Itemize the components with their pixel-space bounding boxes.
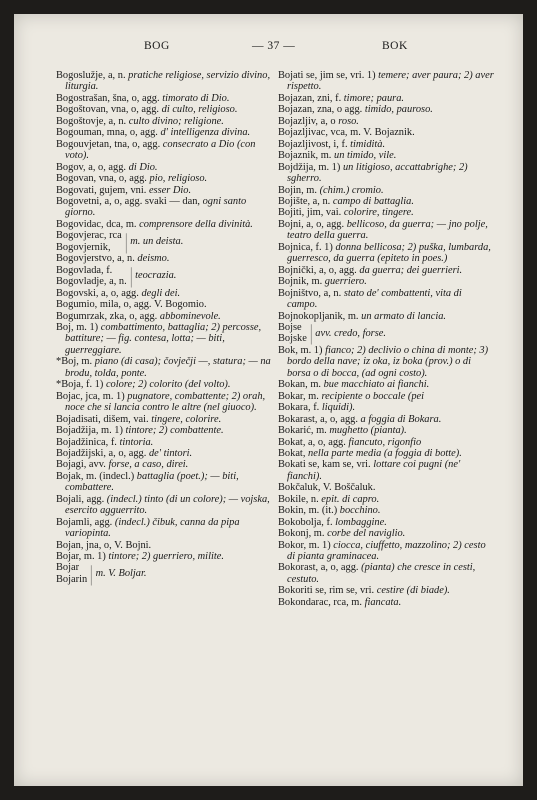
- entry-headword: Bokara, f.: [278, 402, 322, 414]
- entry-definition: guerriero.: [324, 276, 367, 288]
- dictionary-page: [14, 14, 523, 786]
- entry-definition: (indecl.) čibuk, canna da pipa variopinta.: [65, 516, 240, 540]
- dictionary-entry: [278, 288, 494, 311]
- dictionary-entry: [56, 185, 272, 196]
- entry-definition: liquidi).: [321, 402, 356, 414]
- dictionary-entry: [56, 540, 272, 551]
- entry-headword: Bokarast, a, o, agg.: [278, 413, 361, 425]
- entry-headword: Bojazan, zna, o agg.: [278, 104, 365, 116]
- entry-definition: comprensore della divinità.: [139, 218, 253, 230]
- entry-headword: Bogovladje, a, n.: [56, 276, 127, 288]
- dictionary-entry: [56, 104, 272, 115]
- dictionary-entry: [56, 379, 272, 390]
- entry-headword: Bojnokopljanik, m.: [278, 310, 362, 322]
- entry-headword: Bokčaluk, V. Boščaluk.: [278, 482, 376, 494]
- entry-headword: Bokat,: [278, 447, 309, 459]
- entry-headword: Bojar: [56, 562, 80, 574]
- entry-definition: roso.: [338, 115, 359, 127]
- dictionary-entry: [278, 93, 494, 104]
- entry-headword: Bojarin: [56, 573, 88, 585]
- entry-definition: a foggia di Bokara.: [360, 413, 442, 425]
- entry-definition: corbe del naviglio.: [327, 528, 406, 540]
- entry-headword: Bogumio, mila, o, agg. V. Bogomio.: [56, 299, 207, 311]
- dictionary-entry: [278, 414, 494, 425]
- entry-headword: Bokati se, kam se, vri.: [278, 459, 374, 471]
- entry-headword: Bogovjerstvo, a, n.: [56, 253, 138, 265]
- header-left-guideword: BOG: [144, 40, 170, 52]
- page-number: — 37 —: [252, 40, 296, 52]
- dictionary-entry: [278, 597, 494, 608]
- entry-headword: Bokonj, m.: [278, 528, 328, 540]
- dictionary-entry: [56, 196, 272, 219]
- dictionary-entry: [56, 127, 272, 138]
- dictionary-entry: [56, 414, 272, 425]
- grouped-headwords: [56, 230, 122, 253]
- entry-definition: consecrato a Dio (con voto).: [65, 138, 256, 162]
- entry-headword: Bokarić, m.: [278, 425, 330, 437]
- entry-headword: Bogovati, gujem, vni.: [56, 184, 149, 196]
- dictionary-entry: [278, 276, 494, 287]
- dictionary-entry: [56, 425, 272, 436]
- dictionary-entry: [56, 173, 272, 184]
- entry-headword: Bojadžija, m. 1): [56, 425, 126, 437]
- entry-headword: Bokondarac, rca, m.: [278, 596, 365, 608]
- entry-definition: un litigioso, accattabrighe; 2) sgherro.: [287, 161, 468, 185]
- dictionary-entry: [56, 391, 272, 414]
- brace-mark: |: [130, 263, 132, 289]
- entry-headword: Bojdžija, m. 1): [278, 161, 343, 173]
- entry-headword: Bojadisati, dišem, vai.: [56, 413, 152, 425]
- entry-headword: Bogovjernik,: [56, 241, 111, 253]
- dictionary-entry: [278, 459, 494, 482]
- entry-definition: ciocca, ciuffetto, mazzolino; 2) cesto di pianta graminacea.: [287, 539, 486, 563]
- entry-headword: Bojadžijski, a, o, agg.: [56, 447, 149, 459]
- entry-headword: Bogouman, mna, o, agg.: [56, 127, 161, 139]
- entry-definition: esser Dio.: [148, 184, 192, 196]
- entry-definition: fiancuto, rigonfio: [348, 436, 422, 448]
- entry-definition: degli dei.: [141, 287, 181, 299]
- entry-headword: Bojse: [278, 321, 302, 333]
- entry-definition: bocchino.: [339, 505, 381, 517]
- entry-headword: Bogoštovje, a, n.: [56, 115, 129, 127]
- dictionary-entry: [278, 185, 494, 196]
- entry-definition: epit. di capro.: [321, 493, 380, 505]
- entry-definition: (chim.) cromio.: [319, 184, 384, 196]
- entry-headword: Bogov, a, o, agg.: [56, 161, 129, 173]
- entry-headword: Bojin, m.: [278, 184, 320, 196]
- dictionary-entry: [278, 540, 494, 563]
- entry-definition: tintore; 2) combattente.: [125, 425, 224, 437]
- entry-definition: deismo.: [137, 253, 170, 265]
- entry-headword: Bojar, m. 1): [56, 551, 109, 563]
- dictionary-entry: [278, 482, 494, 493]
- page-header: [14, 40, 523, 56]
- dictionary-entry: [278, 425, 494, 436]
- entry-headword: Bogumrzak, zka, o, agg.: [56, 310, 160, 322]
- dictionary-entry: [56, 139, 272, 162]
- entry-definition: pratiche religiose, servizio divino, liturgia.: [65, 70, 271, 93]
- entry-headword: Bojazljivac, vca, m. V. Bojaznik.: [278, 127, 415, 139]
- entry-definition: timido, pauroso.: [364, 104, 433, 116]
- dictionary-entry: [278, 345, 494, 379]
- dictionary-entry: [278, 437, 494, 448]
- grouped-entry: [56, 230, 272, 253]
- entry-definition: recipiente o boccale (pei: [321, 390, 425, 402]
- brace-mark: |: [310, 320, 312, 346]
- entry-headword: Bokan, m.: [278, 379, 324, 391]
- dictionary-entry: [278, 585, 494, 596]
- entry-headword: Bojac, jca, m. 1): [56, 390, 128, 402]
- entry-definition: abbominevole.: [159, 310, 221, 322]
- entry-headword: Bokor, m. 1): [278, 539, 334, 551]
- entry-definition: un timido, vile.: [334, 150, 397, 162]
- entry-headword: Bokorast, a, o, agg.: [278, 562, 362, 574]
- entry-headword: Bokobolja, f.: [278, 516, 336, 528]
- entry-headword: Bogovidac, dca, m.: [56, 218, 140, 230]
- entry-headword: Bogovan, vna, o, agg.: [56, 173, 150, 185]
- dictionary-entry: [278, 562, 494, 585]
- grouped-entry: [278, 322, 494, 345]
- entry-headword: Bojni, a, o, agg.: [278, 218, 347, 230]
- entry-headword: Bogovlada, f.: [56, 264, 113, 276]
- entry-headword: Bojništvo, a, n.: [278, 287, 344, 299]
- dictionary-entry: [56, 448, 272, 459]
- dictionary-entry: [278, 196, 494, 207]
- entry-definition: lombaggine.: [335, 516, 387, 528]
- dictionary-entry: [278, 528, 494, 539]
- entry-definition: colore; 2) colorito (del volto).: [105, 379, 231, 391]
- entry-definition: forse, a caso, direi.: [108, 459, 189, 471]
- entry-definition: de' tintori.: [148, 447, 193, 459]
- dictionary-entry: [56, 219, 272, 230]
- entry-headword: *Boj, m.: [56, 356, 95, 368]
- dictionary-entry: [56, 494, 272, 517]
- entry-definition: campo di battaglia.: [332, 195, 414, 207]
- entry-definition: timorato di Dio.: [162, 92, 230, 104]
- dictionary-entry: [278, 127, 494, 138]
- entry-definition: combattimento, battaglia; 2) percosse, battiture; — fig. contesa, lotta; — biti, guerreggiare.: [65, 321, 262, 356]
- entry-headword: Bogostrašan, šna, o, agg.: [56, 92, 163, 104]
- brace-mark: |: [90, 560, 93, 586]
- entry-definition: colorire, tingere.: [343, 207, 414, 219]
- entry-definition: pugnatore, combattente; 2) orah, noce che si lancia contro le altre (nel giuoco).: [65, 390, 266, 414]
- dictionary-entry: [278, 162, 494, 185]
- right-column: [278, 70, 494, 608]
- entry-headword: Bokar, m.: [278, 390, 322, 402]
- entry-headword: Bogovski, a, o, agg.: [56, 287, 142, 299]
- entry-headword: Bojazljiv, a, o: [278, 115, 339, 127]
- entry-headword: Bojaznik, m.: [278, 150, 334, 162]
- entry-definition: stato de' combattenti, vita di campo.: [287, 287, 462, 311]
- entry-definition: tintoria.: [119, 436, 154, 448]
- grouped-headwords: [56, 562, 87, 585]
- entry-headword: Bojište, a, n.: [278, 195, 333, 207]
- entry-headword: Bogoslužje, a, n.: [56, 70, 129, 81]
- dictionary-entry: [56, 459, 272, 470]
- brace-mark: |: [125, 228, 127, 254]
- entry-headword: Bojazljivost, i, f.: [278, 138, 351, 150]
- entry-headword: Bogouvjetan, tna, o, agg.: [56, 138, 163, 150]
- dictionary-entry: [56, 70, 272, 93]
- entry-definition: m. V. Boljar.: [95, 568, 147, 580]
- entry-headword: Bokin, m. (it.): [278, 505, 340, 517]
- dictionary-entry: [278, 448, 494, 459]
- dictionary-entry: [56, 471, 272, 494]
- entry-headword: Bojamli, agg.: [56, 516, 115, 528]
- entry-headword: Bojadžinica, f.: [56, 436, 120, 448]
- entry-definition: avv. credo, forse.: [315, 327, 386, 339]
- grouped-headwords: [56, 265, 127, 288]
- entry-definition: temere; aver paura; 2) aver rispetto.: [287, 70, 494, 93]
- entry-headword: Bogovjerac, rca: [56, 230, 122, 242]
- dictionary-entry: [56, 299, 272, 310]
- entry-headword: Bojnik, m.: [278, 276, 325, 288]
- dictionary-entry: [56, 322, 272, 356]
- entry-definition: di Dio.: [128, 161, 158, 173]
- entry-definition: (pianta) che cresce in cesti, cestuto.: [287, 562, 476, 585]
- entry-definition: fiancata.: [364, 596, 402, 608]
- dictionary-entry: [278, 265, 494, 276]
- grouped-headwords: [278, 322, 307, 345]
- dictionary-entry: [56, 311, 272, 322]
- entry-definition: un armato di lancia.: [361, 310, 446, 322]
- entry-definition: bue macchiato ai fianchi.: [323, 379, 430, 391]
- dictionary-entry: [56, 253, 272, 264]
- entry-definition: mughetto (pianta).: [329, 425, 407, 437]
- entry-headword: *Boja, f. 1): [56, 379, 106, 391]
- entry-definition: timore; paura.: [343, 92, 405, 104]
- entry-definition: pio, religioso.: [149, 173, 208, 185]
- entry-definition: culto divino; religione.: [128, 115, 224, 127]
- entry-headword: Bojan, jna, o, V. Bojni.: [56, 539, 152, 551]
- entry-definition: ogni santo giorno.: [65, 195, 247, 219]
- entry-definition: fianco; 2) declivio o china di monte; 3) bordo della nave; iz oka, iz boka (prov.) o di borsa o di bocca, (ad ogni costo).: [287, 344, 489, 379]
- dictionary-entry: [278, 391, 494, 402]
- entry-definition: m. un deista.: [130, 236, 184, 248]
- entry-definition: cestire (di biade).: [376, 585, 450, 597]
- entry-headword: Bokile, n.: [278, 493, 322, 505]
- dictionary-entry: [278, 70, 494, 93]
- entry-headword: Boj, m. 1): [56, 321, 101, 333]
- entry-headword: Bogoštovan, vna, o, agg.: [56, 104, 162, 116]
- header-right-guideword: BOK: [382, 40, 408, 52]
- entry-headword: Bokoriti se, rim se, vri.: [278, 585, 377, 597]
- entry-headword: Bok, m. 1): [278, 344, 326, 356]
- dictionary-entry: [278, 402, 494, 413]
- entry-definition: da guerra; dei guerrieri.: [359, 264, 463, 276]
- dictionary-entry: [56, 356, 272, 379]
- dictionary-entry: [278, 505, 494, 516]
- dictionary-entry: [278, 116, 494, 127]
- entry-headword: Bojali, agg.: [56, 493, 107, 505]
- entry-headword: Bogovetni, a, o, agg. svaki — dan,: [56, 195, 203, 207]
- dictionary-entry: [56, 517, 272, 540]
- left-column: [56, 70, 272, 585]
- dictionary-entry: [56, 93, 272, 104]
- dictionary-entry: [56, 116, 272, 127]
- dictionary-entry: [278, 219, 494, 242]
- dictionary-entry: [278, 207, 494, 218]
- dictionary-entry: [278, 379, 494, 390]
- dictionary-entry: [278, 494, 494, 505]
- entry-definition: timidità.: [350, 138, 386, 150]
- dictionary-entry: [56, 437, 272, 448]
- dictionary-entry: [56, 162, 272, 173]
- dictionary-entry: [56, 551, 272, 562]
- entry-definition: battaglia (poet.); — biti, combattere.: [65, 470, 239, 494]
- entry-headword: Bojske: [278, 333, 307, 345]
- entry-definition: di culto, religioso.: [161, 104, 238, 116]
- entry-definition: nella parte media (a foggia di botte).: [308, 447, 462, 459]
- dictionary-entry: [56, 288, 272, 299]
- entry-headword: Bojak, m. (indecl.): [56, 470, 137, 482]
- entry-definition: tingere, colorire.: [151, 413, 222, 425]
- entry-headword: Bojnica, f. 1): [278, 241, 336, 253]
- entry-definition: donna bellicosa; 2) puška, lumbarda, guerresco, da guerra (epiteto in poes.): [287, 241, 491, 265]
- entry-definition: bellicoso, da guerra; — jno polje, teatro della guerra.: [287, 218, 488, 242]
- entry-headword: Bojnički, a, o, agg.: [278, 264, 360, 276]
- dictionary-entry: [278, 150, 494, 161]
- entry-headword: Bojiti, jim, vai.: [278, 207, 344, 219]
- entry-definition: (indecl.) tinto (di un colore); — vojska, esercito agguerrito.: [65, 493, 270, 517]
- entry-headword: Bojati se, jim se, vri. 1): [278, 70, 379, 81]
- dictionary-entry: [278, 139, 494, 150]
- entry-headword: Bokat, a, o, agg.: [278, 436, 349, 448]
- entry-definition: lottare coi pugni (ne' fianchi).: [287, 459, 461, 482]
- dictionary-entry: [278, 517, 494, 528]
- entry-definition: d' intelligenza divina.: [160, 127, 251, 139]
- grouped-entry: [56, 562, 272, 585]
- dictionary-entry: [278, 104, 494, 115]
- entry-definition: tintore; 2) guerriero, milite.: [108, 551, 224, 563]
- entry-definition: piano (di casa); čovječji —, statura; — na brodu, tolda, ponte.: [65, 356, 271, 379]
- dictionary-entry: [278, 242, 494, 265]
- grouped-entry: [56, 265, 272, 288]
- entry-headword: Bojagi, avv.: [56, 459, 109, 471]
- entry-headword: Bojazan, zni, f.: [278, 92, 344, 104]
- entry-definition: teocrazia.: [135, 270, 177, 282]
